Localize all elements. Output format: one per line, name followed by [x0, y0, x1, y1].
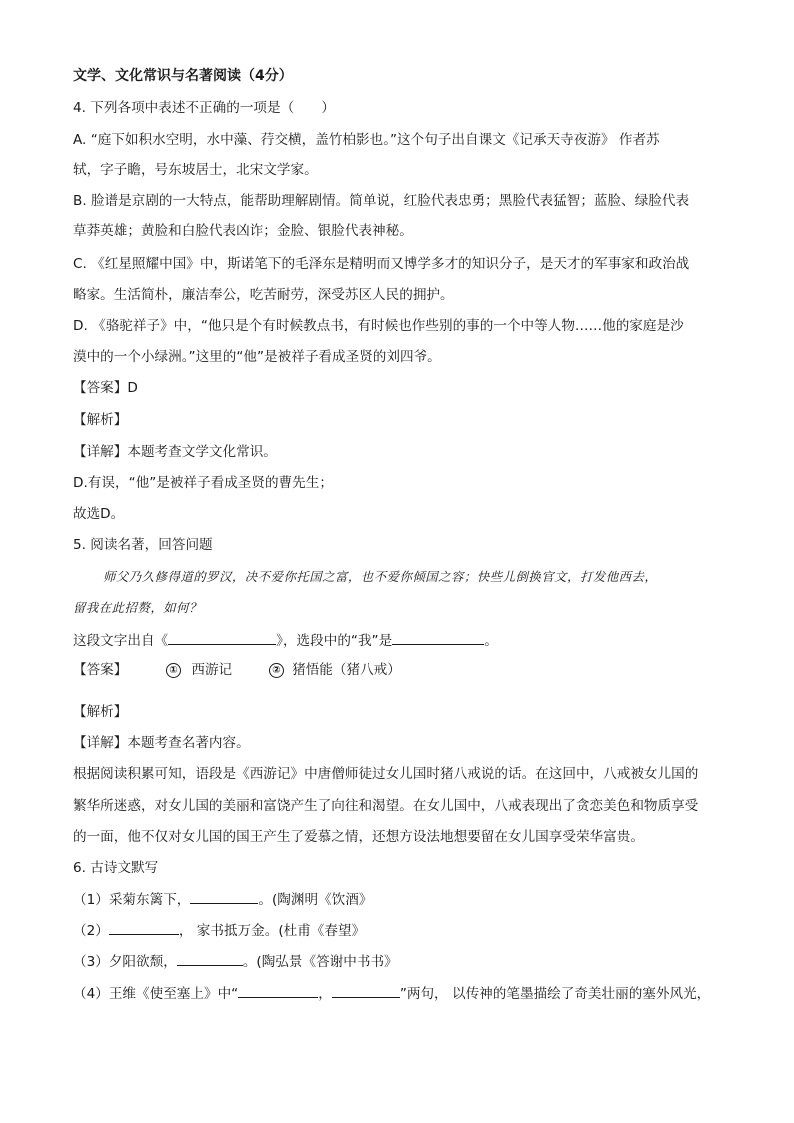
- q6-item-1-suffix: 。(陶渊明《饮酒》: [258, 892, 373, 908]
- q4-option-d-line2: 漠中的一个小绿洲。”这里的“他”是被祥子看成圣贤的刘四爷。: [73, 349, 441, 365]
- q4-option-a-line2: 轼，字子瞻，号东坡居士，北宋文学家。: [73, 162, 318, 178]
- q6-item-2: [73, 920, 365, 941]
- q6-item-2-prefix: （2）: [73, 923, 109, 939]
- q5-answer-1: 西游记: [191, 662, 233, 678]
- q5-explanation-line1: 根据阅读积累可知，语段是《西游记》中唐僧师徒过女儿国时猪八戒说的话。在这回中，八戒被女儿国的: [73, 766, 699, 782]
- q6-item-3-blank: [177, 951, 243, 966]
- q5-blank-book: [168, 630, 276, 645]
- q4-stem: 4. 下列各项中表述不正确的一项是（ ）: [73, 100, 335, 116]
- q6-item-2-suffix: ， 家书抵万金。(杜甫《春望》: [178, 923, 366, 939]
- q5-analysis-label: 【解析】: [73, 704, 128, 720]
- q4-option-b-line1: B. 脸谱是京剧的一大特点，能帮助理解剧情。简单说，红脸代表忠勇；黑脸代表猛智；蓝脸、绿脸代表: [73, 193, 690, 209]
- q6-item-4-separator: ，: [318, 986, 332, 1002]
- q4-conclusion: 故选D。: [73, 506, 125, 522]
- q6-item-3: [73, 951, 398, 972]
- q4-answer-label: 【答案】: [73, 380, 128, 396]
- section-title: 文学、文化常识与名著阅读（4分）: [73, 68, 293, 84]
- q6-item-4-suffix: ”两句， 以传神的笔墨描绘了奇美壮丽的塞外风光，: [399, 986, 711, 1002]
- q6-item-1-blank: [190, 889, 258, 904]
- q4-analysis-label: 【解析】: [73, 412, 128, 428]
- q6-item-3-prefix: （3）夕阳欲颓，: [73, 954, 177, 970]
- q4-option-d-line1: D. 《骆驼祥子》中，“他只是个有时候教点书，有时候也作些别的事的一个中等人物……他的家庭是沙: [73, 318, 684, 334]
- q5-explanation-line2: 繁华所迷惑，对女儿国的美丽和富饶产生了向往和渴望。在女儿国中，八戒表现出了贪恋美色和物质享受: [73, 798, 699, 814]
- q5-explanation-line3: 的一面，他不仅对女儿国的国王产生了爱慕之情，还想方设法地想要留在女儿国享受荣华富贵。: [73, 829, 644, 845]
- q5-answer: [73, 660, 401, 680]
- q5-fill-middle: 》，选段中的“我”是: [276, 633, 393, 649]
- q6-item-1: [73, 889, 372, 910]
- q6-item-4-blank-2: [332, 983, 400, 998]
- q6-item-1-prefix: （1）采菊东篱下，: [73, 892, 191, 908]
- q6-item-4: [73, 983, 710, 1004]
- q5-stem: 5. 阅读名著，回答问题: [73, 537, 213, 553]
- q4-option-a-line1: A. “庭下如积水空明，水中藻、荇交横，盖竹柏影也。”这个句子出自课文《记承天寺夜游》 作者苏: [73, 132, 660, 148]
- q5-answer-label: 【答案】: [73, 662, 128, 678]
- q5-fill-suffix: 。: [484, 633, 498, 649]
- q5-answer-1-number: ①: [166, 663, 181, 678]
- q6-item-3-suffix: 。(陶弘景《答谢中书书》: [242, 954, 398, 970]
- q4-detail: 【详解】本题考查文学文化常识。: [73, 444, 277, 460]
- q6-stem: 6. 古诗文默写: [73, 860, 159, 876]
- q4-option-c-line2: 略家。生活简朴，廉洁奉公，吃苦耐劳，深受苏区人民的拥护。: [73, 287, 454, 303]
- q6-item-2-blank: [109, 920, 179, 935]
- q6-item-4-blank-1: [238, 983, 318, 998]
- q4-explanation: D.有误，“他”是被祥子看成圣贤的曹先生；: [73, 475, 333, 491]
- q5-answer-2-number: ②: [269, 663, 284, 678]
- q5-fill-question: [73, 630, 498, 651]
- q5-answer-2: 猪悟能（猪八戒）: [292, 662, 401, 678]
- q4-option-b-line2: 草莽英雄；黄脸和白脸代表凶诈；金脸、银脸代表神秘。: [73, 223, 413, 239]
- q4-option-c-line1: C. 《红星照耀中国》中，斯诺笔下的毛泽东是精明而又博学多才的知识分子，是天才的军事家和政治战: [73, 256, 690, 272]
- q5-blank-person: [392, 630, 484, 645]
- q5-fill-prefix: 这段文字出自《: [73, 633, 169, 649]
- q6-item-4-prefix: （4）王维《使至塞上》中“: [73, 986, 239, 1002]
- q4-answer-value: D: [127, 380, 138, 396]
- q5-detail: 【详解】本题考查名著内容。: [73, 735, 250, 751]
- q5-quote-line2: 留我在此招赘，如何？: [73, 600, 202, 615]
- q4-answer: [73, 378, 138, 398]
- q5-quote-line1: 师父乃久修得道的罗汉，决不爱你托国之富，也不爱你倾国之容；快些儿倒换官文，打发他西去，: [103, 569, 658, 584]
